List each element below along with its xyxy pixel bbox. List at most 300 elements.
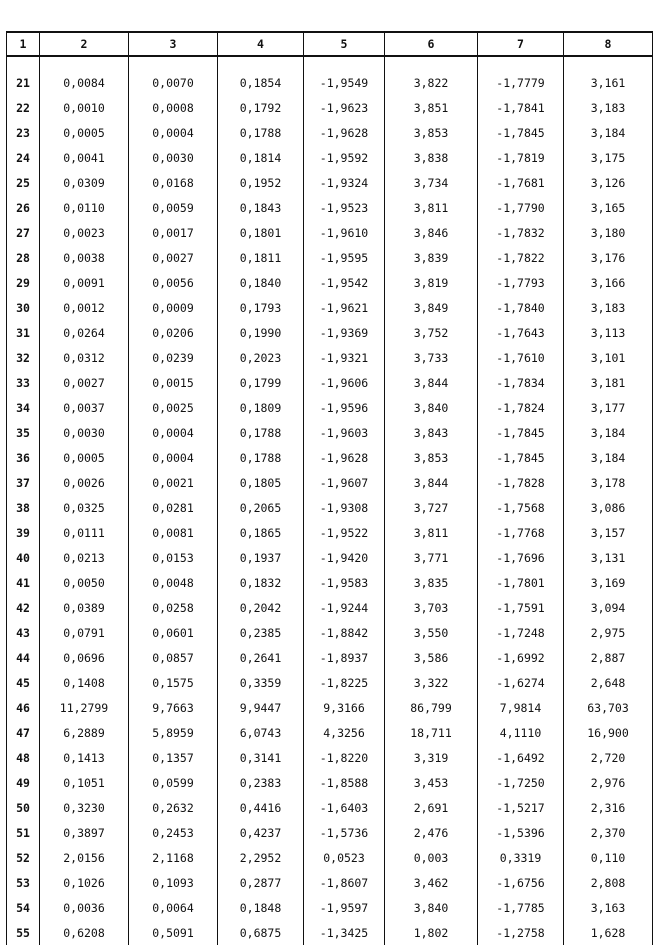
table-cell: 0,6208 xyxy=(40,920,129,945)
table-cell: 11,2799 xyxy=(40,695,129,720)
table-cell: -1,8225 xyxy=(304,670,385,695)
table-cell: -1,7591 xyxy=(478,595,564,620)
table-row xyxy=(7,570,653,595)
table-cell: 0,2042 xyxy=(218,595,304,620)
row-number-cell: 44 xyxy=(7,645,40,670)
row-number-cell: 27 xyxy=(7,220,40,245)
table-cell: 0,4237 xyxy=(218,820,304,845)
row-number-cell: 55 xyxy=(7,920,40,945)
table-row xyxy=(7,70,653,95)
table-cell: 0,0030 xyxy=(129,145,218,170)
table-cell: -1,8607 xyxy=(304,870,385,895)
table-cell: 0,2877 xyxy=(218,870,304,895)
table-cell: -1,9623 xyxy=(304,95,385,120)
table-cell: 0,1990 xyxy=(218,320,304,345)
table-cell: 4,1110 xyxy=(478,720,564,745)
table-cell: -1,7610 xyxy=(478,345,564,370)
table-cell: -1,9244 xyxy=(304,595,385,620)
table-cell: 3,851 xyxy=(385,95,478,120)
table-cell: 3,839 xyxy=(385,245,478,270)
header-row xyxy=(7,32,653,56)
table-cell: -1,7841 xyxy=(478,95,564,120)
table-cell: -1,9523 xyxy=(304,195,385,220)
table-cell: 3,175 xyxy=(564,145,653,170)
row-number-cell: 30 xyxy=(7,295,40,320)
table-cell: 0,0037 xyxy=(40,395,129,420)
table-row xyxy=(7,195,653,220)
table-cell: -1,7834 xyxy=(478,370,564,395)
row-number-cell: 43 xyxy=(7,620,40,645)
table-cell: 3,183 xyxy=(564,295,653,320)
table-cell: -1,5217 xyxy=(478,795,564,820)
table-cell: 0,0696 xyxy=(40,645,129,670)
row-number-cell: 21 xyxy=(7,70,40,95)
table-row xyxy=(7,270,653,295)
table-cell: 0,2385 xyxy=(218,620,304,645)
table-cell: -1,9621 xyxy=(304,295,385,320)
table-cell: 3,177 xyxy=(564,395,653,420)
table-cell: 0,3319 xyxy=(478,845,564,870)
table-cell: -1,7768 xyxy=(478,520,564,545)
table-row xyxy=(7,345,653,370)
table-cell: -1,7832 xyxy=(478,220,564,245)
table-cell: -1,9628 xyxy=(304,120,385,145)
table-cell: 0,1801 xyxy=(218,220,304,245)
table-cell: -1,7845 xyxy=(478,420,564,445)
table-header xyxy=(7,32,653,56)
table-cell: -1,2758 xyxy=(478,920,564,945)
table-row xyxy=(7,445,653,470)
table-cell: 0,1805 xyxy=(218,470,304,495)
table-cell: 0,0004 xyxy=(129,420,218,445)
table-cell: 2,1168 xyxy=(129,845,218,870)
table-row xyxy=(7,520,653,545)
table-cell: 0,0004 xyxy=(129,120,218,145)
table-cell: 7,9814 xyxy=(478,695,564,720)
column-header-5: 5 xyxy=(304,32,385,56)
table-cell: 3,733 xyxy=(385,345,478,370)
table-cell: -1,7790 xyxy=(478,195,564,220)
table-row xyxy=(7,220,653,245)
table-cell: 3,822 xyxy=(385,70,478,95)
table-cell: 0,1814 xyxy=(218,145,304,170)
table-cell: 0,0008 xyxy=(129,95,218,120)
table-cell: 0,5091 xyxy=(129,920,218,945)
table-row xyxy=(7,545,653,570)
row-number-cell: 33 xyxy=(7,370,40,395)
table-cell: 2,0156 xyxy=(40,845,129,870)
spacer-row xyxy=(7,56,653,70)
table-cell: 0,3230 xyxy=(40,795,129,820)
table-cell: 0,3141 xyxy=(218,745,304,770)
table-cell: 3,166 xyxy=(564,270,653,295)
table-row xyxy=(7,920,653,945)
table-cell: -1,9603 xyxy=(304,420,385,445)
row-number-cell: 28 xyxy=(7,245,40,270)
data-table xyxy=(6,31,653,945)
table-cell: 0,0258 xyxy=(129,595,218,620)
table-cell: 0,6875 xyxy=(218,920,304,945)
row-number-cell: 34 xyxy=(7,395,40,420)
table-cell: 0,2453 xyxy=(129,820,218,845)
table-cell: 0,1937 xyxy=(218,545,304,570)
table-cell: 2,2952 xyxy=(218,845,304,870)
table-cell: 3,163 xyxy=(564,895,653,920)
table-cell: -1,9583 xyxy=(304,570,385,595)
table-cell: 0,0599 xyxy=(129,770,218,795)
table-cell: 0,1793 xyxy=(218,295,304,320)
table-cell: 0,0036 xyxy=(40,895,129,920)
table-cell: -1,9369 xyxy=(304,320,385,345)
table-cell: 3,586 xyxy=(385,645,478,670)
table-cell: 0,1832 xyxy=(218,570,304,595)
row-number-cell: 51 xyxy=(7,820,40,845)
table-cell: -1,8842 xyxy=(304,620,385,645)
row-number-cell: 46 xyxy=(7,695,40,720)
table-cell: 1,628 xyxy=(564,920,653,945)
table-cell: 0,0239 xyxy=(129,345,218,370)
table-cell: 2,370 xyxy=(564,820,653,845)
table-cell: 0,1848 xyxy=(218,895,304,920)
row-number-cell: 36 xyxy=(7,445,40,470)
table-cell: 3,844 xyxy=(385,370,478,395)
table-cell: 2,720 xyxy=(564,745,653,770)
table-row xyxy=(7,370,653,395)
table-cell: 63,703 xyxy=(564,695,653,720)
table-cell: 3,183 xyxy=(564,95,653,120)
table-cell: 3,157 xyxy=(564,520,653,545)
table-cell: 3,126 xyxy=(564,170,653,195)
table-cell: -1,7828 xyxy=(478,470,564,495)
table-cell: 0,1357 xyxy=(129,745,218,770)
table-cell: -1,9324 xyxy=(304,170,385,195)
row-number-cell: 31 xyxy=(7,320,40,345)
table-cell: 3,853 xyxy=(385,120,478,145)
table-cell: 0,1799 xyxy=(218,370,304,395)
column-header-7: 7 xyxy=(478,32,564,56)
table-cell: 18,711 xyxy=(385,720,478,745)
row-number-cell: 35 xyxy=(7,420,40,445)
table-row xyxy=(7,770,653,795)
table-cell: 3,094 xyxy=(564,595,653,620)
table-cell: 3,113 xyxy=(564,320,653,345)
table-row xyxy=(7,170,653,195)
table-cell: -1,6992 xyxy=(478,645,564,670)
column-header-8: 8 xyxy=(564,32,653,56)
table-cell: -1,7696 xyxy=(478,545,564,570)
table-cell: 2,808 xyxy=(564,870,653,895)
table-cell: 0,0091 xyxy=(40,270,129,295)
table-cell: 0,0213 xyxy=(40,545,129,570)
table-cell: 0,0030 xyxy=(40,420,129,445)
table-row xyxy=(7,895,653,920)
table-cell: 0,0312 xyxy=(40,345,129,370)
table-cell: -1,5736 xyxy=(304,820,385,845)
column-header-4: 4 xyxy=(218,32,304,56)
table-row xyxy=(7,620,653,645)
table-cell: 0,0048 xyxy=(129,570,218,595)
table-cell: 0,0857 xyxy=(129,645,218,670)
table-cell: 0,003 xyxy=(385,845,478,870)
table-row xyxy=(7,745,653,770)
table-cell: 0,110 xyxy=(564,845,653,870)
table-cell: 0,1792 xyxy=(218,95,304,120)
table-cell: 0,0281 xyxy=(129,495,218,520)
table-cell: -1,9308 xyxy=(304,495,385,520)
table-cell: 0,1788 xyxy=(218,120,304,145)
table-cell: -1,9522 xyxy=(304,520,385,545)
table-cell: 3,752 xyxy=(385,320,478,345)
table-cell: -1,5396 xyxy=(478,820,564,845)
row-number-cell: 53 xyxy=(7,870,40,895)
row-number-cell: 50 xyxy=(7,795,40,820)
row-number-cell: 54 xyxy=(7,895,40,920)
table-cell: 0,0005 xyxy=(40,445,129,470)
table-cell: 0,3897 xyxy=(40,820,129,845)
table-row xyxy=(7,870,653,895)
table-row xyxy=(7,720,653,745)
table-cell: -1,7250 xyxy=(478,770,564,795)
table-cell: 0,0010 xyxy=(40,95,129,120)
table-row xyxy=(7,95,653,120)
table-cell: 2,316 xyxy=(564,795,653,820)
table-cell: 16,900 xyxy=(564,720,653,745)
table-cell: 0,1854 xyxy=(218,70,304,95)
table-cell: -1,9610 xyxy=(304,220,385,245)
table-cell: 0,1575 xyxy=(129,670,218,695)
table-cell: -1,9592 xyxy=(304,145,385,170)
table-cell: 0,0264 xyxy=(40,320,129,345)
table-cell: 0,2641 xyxy=(218,645,304,670)
table-cell: 3,131 xyxy=(564,545,653,570)
table-cell: 0,0110 xyxy=(40,195,129,220)
row-number-cell: 49 xyxy=(7,770,40,795)
table-cell: 2,648 xyxy=(564,670,653,695)
table-cell: 3,180 xyxy=(564,220,653,245)
column-header-6: 6 xyxy=(385,32,478,56)
table-cell: -1,7568 xyxy=(478,495,564,520)
table-row xyxy=(7,820,653,845)
table-cell: -1,9607 xyxy=(304,470,385,495)
table-cell: -1,8588 xyxy=(304,770,385,795)
table-cell: -1,7845 xyxy=(478,445,564,470)
table-cell: 0,1788 xyxy=(218,420,304,445)
table-cell: 3,840 xyxy=(385,895,478,920)
table-cell: -1,7248 xyxy=(478,620,564,645)
table-cell: -1,7845 xyxy=(478,120,564,145)
table-cell: 0,0081 xyxy=(129,520,218,545)
table-cell: 0,0059 xyxy=(129,195,218,220)
row-number-cell: 32 xyxy=(7,345,40,370)
table-cell: 0,0206 xyxy=(129,320,218,345)
table-row xyxy=(7,145,653,170)
table-cell: 86,799 xyxy=(385,695,478,720)
table-row xyxy=(7,295,653,320)
table-cell: 0,1413 xyxy=(40,745,129,770)
row-number-cell: 29 xyxy=(7,270,40,295)
table-cell: 0,2023 xyxy=(218,345,304,370)
row-number-cell: 24 xyxy=(7,145,40,170)
table-cell: -1,9549 xyxy=(304,70,385,95)
table-cell: 3,550 xyxy=(385,620,478,645)
row-number-cell: 40 xyxy=(7,545,40,570)
table-cell: 3,086 xyxy=(564,495,653,520)
row-number-cell: 25 xyxy=(7,170,40,195)
table-row xyxy=(7,695,653,720)
table-cell: 0,0017 xyxy=(129,220,218,245)
table-cell: -1,6756 xyxy=(478,870,564,895)
table-cell: 3,819 xyxy=(385,270,478,295)
table-cell: -1,8937 xyxy=(304,645,385,670)
table-cell: 0,0084 xyxy=(40,70,129,95)
table-cell: 0,0153 xyxy=(129,545,218,570)
table-cell: 3,771 xyxy=(385,545,478,570)
table-cell: 0,0015 xyxy=(129,370,218,395)
table-cell: 0,0012 xyxy=(40,295,129,320)
table-cell: -1,7785 xyxy=(478,895,564,920)
table-cell: 0,1408 xyxy=(40,670,129,695)
row-number-cell: 37 xyxy=(7,470,40,495)
table-cell: 0,0004 xyxy=(129,445,218,470)
row-number-cell: 52 xyxy=(7,845,40,870)
row-number-cell: 47 xyxy=(7,720,40,745)
table-row xyxy=(7,795,653,820)
table-cell: -1,7643 xyxy=(478,320,564,345)
table-cell: 0,0041 xyxy=(40,145,129,170)
table-cell: 5,8959 xyxy=(129,720,218,745)
table-cell: -1,9542 xyxy=(304,270,385,295)
row-number-cell: 22 xyxy=(7,95,40,120)
table-cell: 3,727 xyxy=(385,495,478,520)
row-number-cell: 48 xyxy=(7,745,40,770)
table-cell: -1,9321 xyxy=(304,345,385,370)
table-cell: 0,1865 xyxy=(218,520,304,545)
table-cell: 4,3256 xyxy=(304,720,385,745)
table-cell: -1,6403 xyxy=(304,795,385,820)
table-cell: 0,0309 xyxy=(40,170,129,195)
table-cell: 0,0523 xyxy=(304,845,385,870)
table-cell: 3,184 xyxy=(564,445,653,470)
table-cell: 0,0050 xyxy=(40,570,129,595)
table-cell: 0,0111 xyxy=(40,520,129,545)
table-cell: 0,1811 xyxy=(218,245,304,270)
table-cell: 0,0025 xyxy=(129,395,218,420)
table-cell: 0,1051 xyxy=(40,770,129,795)
row-number-cell: 23 xyxy=(7,120,40,145)
table-cell: 0,0009 xyxy=(129,295,218,320)
table-cell: -1,9595 xyxy=(304,245,385,270)
row-number-cell: 42 xyxy=(7,595,40,620)
table-cell: 2,887 xyxy=(564,645,653,670)
table-cell: 0,1093 xyxy=(129,870,218,895)
table-cell: 0,1809 xyxy=(218,395,304,420)
table-row xyxy=(7,395,653,420)
table-cell: 3,178 xyxy=(564,470,653,495)
table-cell: 3,184 xyxy=(564,120,653,145)
table-cell: 3,703 xyxy=(385,595,478,620)
table-cell: -1,9628 xyxy=(304,445,385,470)
table-row xyxy=(7,120,653,145)
table-cell: -1,7824 xyxy=(478,395,564,420)
table-cell: 3,840 xyxy=(385,395,478,420)
table-cell: -1,7819 xyxy=(478,145,564,170)
table-cell: 0,0389 xyxy=(40,595,129,620)
table-cell: -1,7793 xyxy=(478,270,564,295)
table-cell: 3,322 xyxy=(385,670,478,695)
table-cell: 3,169 xyxy=(564,570,653,595)
table-cell: 0,0026 xyxy=(40,470,129,495)
table-cell: 0,0325 xyxy=(40,495,129,520)
table-cell: 3,176 xyxy=(564,245,653,270)
table-cell: 2,975 xyxy=(564,620,653,645)
table-cell: 3,811 xyxy=(385,195,478,220)
table-cell: 3,734 xyxy=(385,170,478,195)
table-cell: 0,0064 xyxy=(129,895,218,920)
table-cell: 3,835 xyxy=(385,570,478,595)
table-cell: -1,7822 xyxy=(478,245,564,270)
table-cell: -1,7681 xyxy=(478,170,564,195)
table-cell: 3,838 xyxy=(385,145,478,170)
table-cell: 0,0601 xyxy=(129,620,218,645)
table-cell: 3,184 xyxy=(564,420,653,445)
table-cell: -1,9596 xyxy=(304,395,385,420)
table-cell: -1,6274 xyxy=(478,670,564,695)
row-number-cell: 39 xyxy=(7,520,40,545)
row-number-cell: 41 xyxy=(7,570,40,595)
table-cell: 9,3166 xyxy=(304,695,385,720)
table-cell: -1,6492 xyxy=(478,745,564,770)
table-cell: 0,0027 xyxy=(129,245,218,270)
table-cell: 2,691 xyxy=(385,795,478,820)
table-cell: 3,811 xyxy=(385,520,478,545)
table-cell: 0,0168 xyxy=(129,170,218,195)
table-cell: 3,319 xyxy=(385,745,478,770)
column-header-1: 1 xyxy=(7,32,40,56)
table-cell: 3,462 xyxy=(385,870,478,895)
column-header-3: 3 xyxy=(129,32,218,56)
table-cell: -1,9606 xyxy=(304,370,385,395)
table-cell: -1,7779 xyxy=(478,70,564,95)
column-header-2: 2 xyxy=(40,32,129,56)
table-cell: -1,8220 xyxy=(304,745,385,770)
table-cell: 3,853 xyxy=(385,445,478,470)
table-cell: 3,181 xyxy=(564,370,653,395)
table-cell: 0,4416 xyxy=(218,795,304,820)
table-cell: 0,1788 xyxy=(218,445,304,470)
table-row xyxy=(7,420,653,445)
table-cell: 0,0056 xyxy=(129,270,218,295)
table-cell: 3,844 xyxy=(385,470,478,495)
table-cell: 0,0070 xyxy=(129,70,218,95)
table-cell: 6,2889 xyxy=(40,720,129,745)
row-number-cell: 45 xyxy=(7,670,40,695)
table-cell: 0,2632 xyxy=(129,795,218,820)
row-number-cell: 38 xyxy=(7,495,40,520)
table-row xyxy=(7,645,653,670)
table-cell: 0,0038 xyxy=(40,245,129,270)
table-cell: 3,101 xyxy=(564,345,653,370)
table-cell: 9,9447 xyxy=(218,695,304,720)
table-row xyxy=(7,495,653,520)
table-cell: 6,0743 xyxy=(218,720,304,745)
table-cell: 1,802 xyxy=(385,920,478,945)
table-row xyxy=(7,320,653,345)
table-cell: 0,2383 xyxy=(218,770,304,795)
table-row xyxy=(7,595,653,620)
table-cell: 2,476 xyxy=(385,820,478,845)
table-cell: 0,0023 xyxy=(40,220,129,245)
table-cell: 9,7663 xyxy=(129,695,218,720)
